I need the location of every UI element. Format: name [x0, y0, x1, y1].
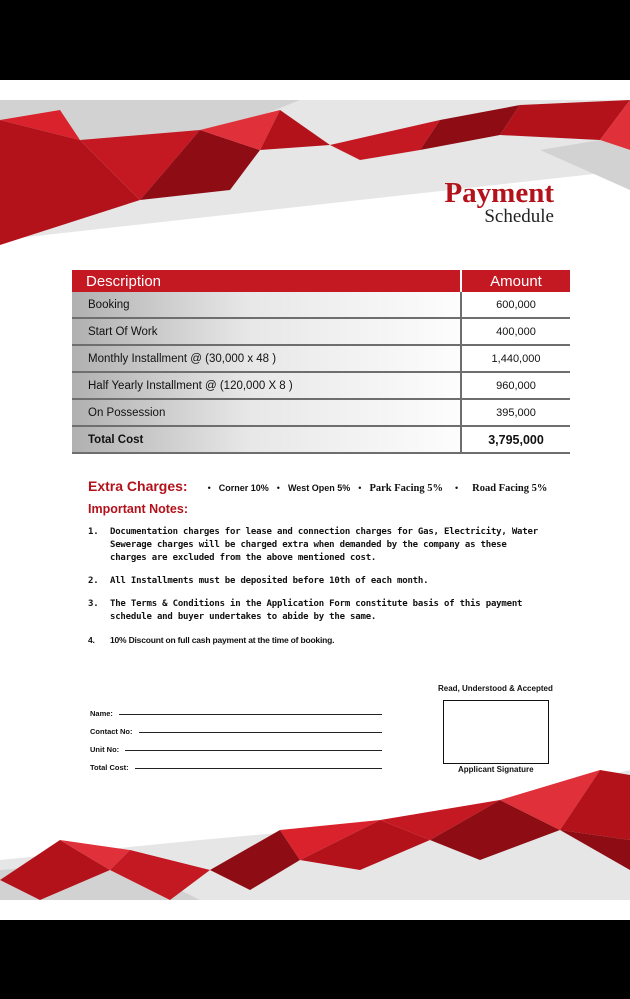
contact-field[interactable]: [90, 718, 382, 736]
total-label: Total Cost: [72, 426, 461, 453]
row-amount: 1,440,000: [461, 345, 570, 372]
total-cost-label: Total Cost:: [90, 763, 129, 772]
bottom-decoration: [0, 760, 630, 920]
total-amount: 3,795,000: [461, 426, 570, 453]
row-amount: 600,000: [461, 292, 570, 318]
table-header-row: [72, 270, 570, 292]
table-row: [72, 399, 570, 426]
note-item: [88, 575, 548, 588]
extra-charge-item: West Open 5%: [287, 483, 351, 493]
name-label: Name:: [90, 709, 113, 718]
accepted-label: Read, Understood & Accepted: [438, 684, 553, 693]
header-amount: Amount: [461, 270, 570, 292]
note-item: [88, 526, 548, 565]
row-description: On Possession: [72, 399, 461, 426]
extra-charge-item: Road Facing 5%: [472, 483, 548, 494]
row-amount: 400,000: [461, 318, 570, 345]
extra-charges-label: Extra Charges:: [88, 478, 188, 494]
bullet-icon: •: [276, 483, 280, 493]
note-item: [88, 634, 548, 647]
page-title: Payment: [444, 177, 554, 209]
note-number: 1.: [88, 527, 99, 537]
extra-charges: [88, 478, 568, 494]
note-text: 10% Discount on full cash payment at the time of booking.: [110, 635, 335, 645]
bullet-icon: •: [454, 483, 459, 493]
contact-label: Contact No:: [90, 727, 133, 736]
extra-charge-item: Park Facing 5%: [369, 483, 443, 494]
note-number: 3.: [88, 599, 99, 609]
header-description: Description: [72, 270, 461, 292]
row-description: Booking: [72, 292, 461, 318]
total-row: [72, 426, 570, 453]
row-amount: 960,000: [461, 372, 570, 399]
notes-list: [88, 526, 548, 657]
document-page: [0, 80, 630, 920]
name-line[interactable]: [119, 713, 382, 715]
unit-field[interactable]: [90, 736, 382, 754]
signature-label: Applicant Signature: [458, 765, 534, 774]
contact-line[interactable]: [139, 731, 383, 733]
page-subtitle: Schedule: [484, 206, 554, 227]
table-row: [72, 372, 570, 399]
title-block: [444, 178, 554, 226]
unit-line[interactable]: [125, 749, 382, 751]
row-amount: 395,000: [461, 399, 570, 426]
note-text: The Terms & Conditions in the Application Form constitute basis of this payment schedule and buyer undertakes to abide by the same.: [110, 599, 523, 622]
notes-title: Important Notes:: [88, 502, 188, 516]
bullet-icon: •: [358, 483, 362, 493]
bullet-icon: •: [207, 483, 211, 493]
note-number: 4.: [88, 635, 95, 645]
extra-charge-item: Corner 10%: [218, 483, 269, 493]
note-number: 2.: [88, 576, 99, 586]
payment-table: [72, 270, 570, 454]
name-field[interactable]: [90, 700, 382, 718]
table-row: [72, 292, 570, 318]
unit-label: Unit No:: [90, 745, 120, 754]
note-text: All Installments must be deposited before 10th of each month.: [110, 576, 429, 586]
row-description: Start Of Work: [72, 318, 461, 345]
table-row: [72, 345, 570, 372]
row-description: Half Yearly Installment @ (120,000 X 8 ): [72, 372, 461, 399]
row-description: Monthly Installment @ (30,000 x 48 ): [72, 345, 461, 372]
signature-box[interactable]: [443, 700, 549, 764]
table-row: [72, 318, 570, 345]
note-item: [88, 598, 548, 624]
note-text: Documentation charges for lease and connection charges for Gas, Electricity, Water Sewerage charges will be charged extra when demanded by the company as these charges are excluded from the above mentioned cost.: [110, 527, 538, 563]
